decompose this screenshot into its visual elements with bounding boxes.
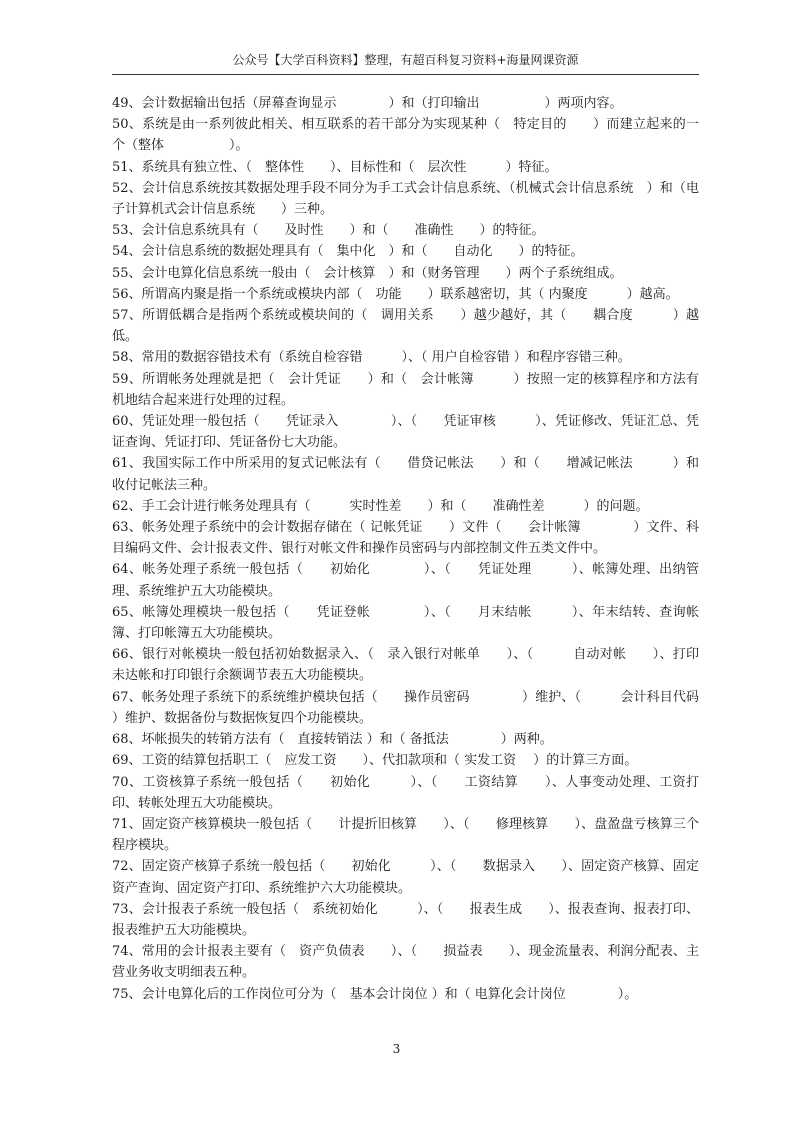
page-header: 公众号【大学百科资料】整理，有超百科复习资料+海量网课资源 — [232, 53, 579, 67]
list-item: 69、工资的结算包括职工（ 应发工资 ）、代扣款项和（ 实发工资 ）的计算三方面。 — [112, 753, 638, 769]
list-item: 62、手工会计进行帐务处理具有（ 实时性差 ）和（ 准确性差 ）的问题。 — [112, 498, 649, 514]
list-item: 58、常用的数据容错技术有（系统自检容错 ）、（ 用户自检容错 ）和程序容错三种。 — [112, 350, 631, 366]
list-item: 70、工资核算子系统一般包括（ 初始化 ）、（ 工资结算 ）、人事变动处理、工资打印、转帐处理五大功能模块。 — [112, 774, 699, 811]
list-item: 75、会计电算化后的工作岗位可分为（ 基本会计岗位 ）和（ 电算化会计岗位 ）。 — [112, 986, 638, 1002]
list-item: 71、固定资产核算模块一般包括（ 计提折旧核算 ）、（ 修理核算 ）、盘盈盘亏核算三个程序模块。 — [112, 816, 699, 854]
list-item: 60、凭证处理一般包括（ 凭证录入 ）、（ 凭证审核 ）、凭证修改、凭证汇总、凭证查询、凭证打印、凭证备份七大功能。 — [112, 414, 699, 451]
list-item: 54、会计信息系统的数据处理具有（ 集中化 ）和（ 自动化 ）的特征。 — [112, 244, 584, 260]
list-item: 52、会计信息系统按其数据处理手段不同分为手工式会计信息系统、（机械式会计信息系统 ）和（电子计算机式会计信息系统 ）三种。 — [112, 180, 699, 218]
list-item: 59、所谓帐务处理就是把（ 会计凭证 ）和（ 会计帐簿 ）按照一定的核算程序和方法有机地结合起来进行处理的过程。 — [112, 371, 699, 408]
list-item: 72、固定资产核算子系统一般包括（ 初始化 ）、（ 数据录入 ）、固定资产核算、固定资产查询、固定资产打印、系统维护六大功能模块。 — [112, 859, 699, 896]
list-item: 67、帐务处理子系统下的系统维护模块包括（ 操作员密码 ）维护、（ 会计科目代码 ）维护、数据备份与数据恢复四个功能模块。 — [112, 689, 726, 726]
header-divider — [112, 74, 699, 75]
list-item: 50、系统是由一系列彼此相关、相互联系的若干部分为实现某种（ 特定目的 ）而建立起来的一个（整体 ）。 — [112, 117, 699, 154]
list-item: 68、坏帐损失的转销方法有（ 直接转销法 ）和（ 备抵法 ）两种。 — [112, 732, 553, 748]
list-item: 61、我国实际工作中所采用的复式记帐法有（ 借贷记帐法 ）和（ 增减记帐法 ）和收付记帐法三种。 — [112, 456, 699, 493]
list-item: 55、会计电算化信息系统一般由（ 会计核算 ）和（财务管理 ）两个子系统组成。 — [112, 265, 623, 281]
list-item: 66、银行对帐模块一般包括初始数据录入、（ 录入银行对帐单 ）、（ 自动对帐 ）、打印未达帐和打印银行余额调节表五大功能模块。 — [112, 647, 699, 684]
list-item: 53、会计信息系统具有（ 及时性 ）和（ 准确性 ）的特征。 — [112, 223, 545, 239]
list-item: 51、系统具有独立性、（ 整体性 ）、目标性和（ 层次性 ）特征。 — [112, 159, 558, 175]
list-item: 65、帐簿处理模块一般包括（ 凭证登帐 ）、（ 月末结帐 ）、年末结转、查询帐簿、打印帐簿五大功能模块。 — [112, 604, 699, 642]
page-number: 3 — [392, 1042, 401, 1056]
list-item: 63、帐务处理子系统中的会计数据存储在（ 记帐凭证 ）文件（ 会计帐簿 ）文件、科目编码文件、会计报表文件、银行对帐文件和操作员密码与内部控制文件五类文件中。 — [112, 520, 699, 557]
list-item: 74、常用的会计报表主要有（ 资产负债表 ）、（ 损益表 ）、现金流量表、利润分配表、主营业务收支明细表五种。 — [112, 944, 699, 981]
list-item: 56、所谓高内聚是指一个系统或模块内部（ 功能 ）联系越密切，其（ 内聚度 ）越高。 — [112, 286, 679, 302]
question-list — [112, 93, 726, 1005]
list-item: 49、会计数据输出包括（屏幕查询显示 ）和（打印输出 ）两项内容。 — [112, 96, 623, 111]
list-item: 64、帐务处理子系统一般包括（ 初始化 ）、（ 凭证处理 ）、帐簿处理、出纳管理、系统维护五大功能模块。 — [112, 562, 699, 599]
list-item: 57、所谓低耦合是指两个系统或模块间的（ 调用关系 ）越少越好，其（ 耦合度 ）越低。 — [112, 308, 699, 345]
list-item: 73、会计报表子系统一般包括（ 系统初始化 ）、（ 报表生成 ）、报表查询、报表打印、报表维护五大功能模块。 — [112, 901, 699, 938]
